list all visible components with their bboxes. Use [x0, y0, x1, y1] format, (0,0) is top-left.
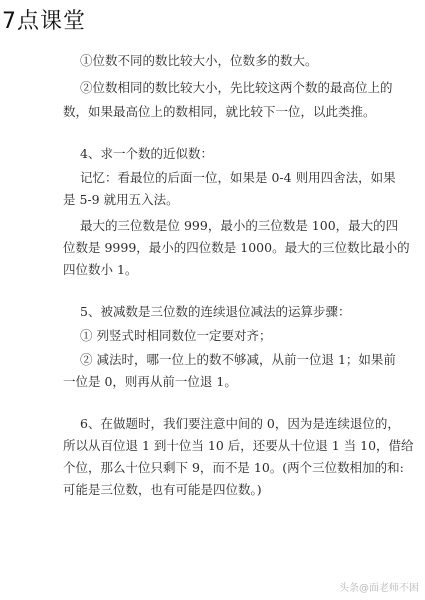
rule-line-7: 位数是 9999，最小的四位数是 1000。最大的三位数比最小的: [63, 240, 410, 255]
rule-line-9: ① 列竖式时相同数位一定要对齐；: [80, 328, 272, 343]
rule-line-4: 记忆：看最位的后面一位，如果是 0-4 则用四舍法，如果: [80, 170, 396, 185]
section-heading-5: 5、被减数是三位数的连续退位减法的运算步骤：: [80, 304, 351, 319]
watermark: 头条@面老师不困: [339, 583, 419, 594]
rule-line-2: ②位数相同的数比较大小，先比较这两个数的最高位上的: [80, 80, 393, 95]
rule-line-11: 一位是 0，则再从前一位退 1。: [63, 374, 237, 389]
rule-line-1: ①位数不同的数比较大小，位数多的数大。: [80, 53, 318, 68]
rule-line-10: ② 减法时，哪一位上的数不够减，从前一位退 1；如果前: [80, 352, 396, 367]
rule-line-13: 个位，那么十位只剩下 9，而不是 10。(两个三位数相加的和:: [63, 460, 404, 475]
page-title: 7点课堂: [2, 9, 86, 34]
rule-line-8: 四位数小 1。: [63, 262, 138, 277]
section-heading-6: 6、在做题时，我们要注意中间的 0，因为是连续退位的，: [80, 416, 400, 431]
rule-line-5: 是 5-9 就用五入法。: [63, 192, 179, 207]
rule-line-12: 所以从百位退 1 到十位当 10 后，还要从十位退 1 当 10，借给: [63, 438, 414, 453]
section-heading-4: 4、求一个数的近似数：: [80, 146, 213, 161]
rule-line-14: 可能是三位数，也有可能是四位数。): [63, 482, 262, 497]
rule-line-6: 最大的三位数是位 999，最小的三位数是 100，最大的四: [80, 218, 399, 233]
rule-line-3: 数，如果最高位上的数相同，就比较下一位，以此类推。: [63, 104, 376, 119]
